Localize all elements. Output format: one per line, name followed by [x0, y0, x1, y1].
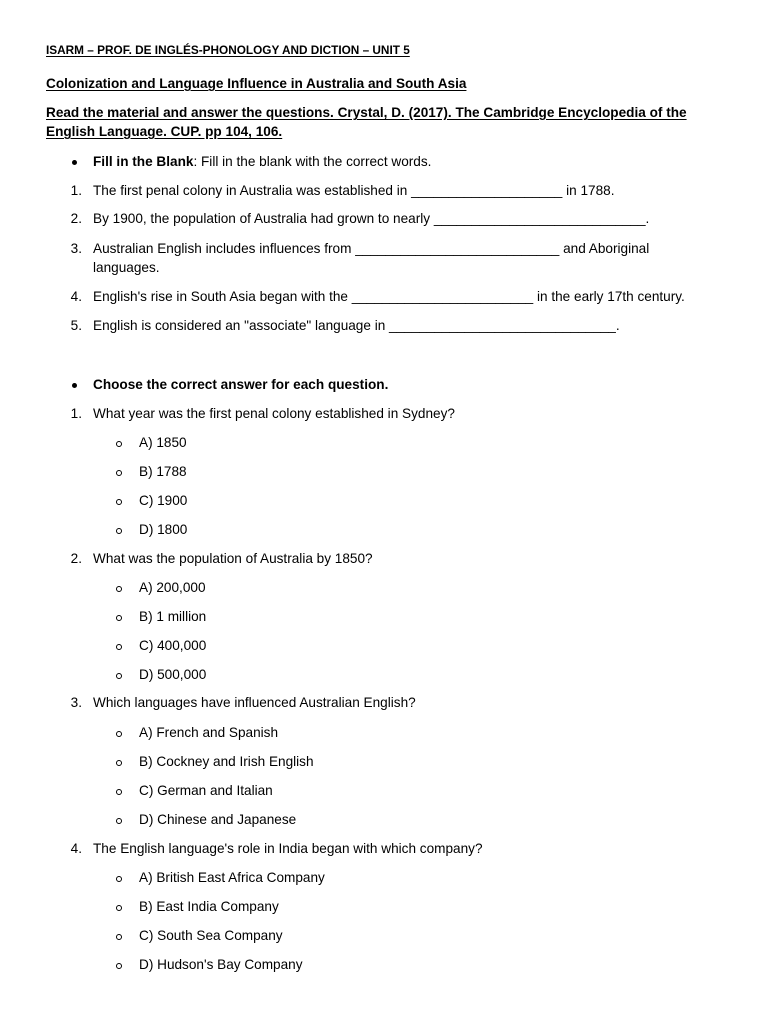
question-text: What year was the first penal colony established in Sydney?	[93, 406, 455, 421]
fill-item-text: Australian English includes influences from ___________________________ and Aboriginal	[93, 241, 650, 256]
page-title: Colonization and Language Influence in Australia and South Asia	[46, 76, 467, 91]
fill-title-rest: : Fill in the blank with the correct words.	[193, 154, 432, 169]
fill-item-number: 5.	[70, 318, 82, 333]
answer-option: D) Hudson's Bay Company	[139, 957, 303, 972]
circle-bullet-icon	[116, 673, 122, 679]
question-number: 2.	[70, 551, 82, 566]
question-text: The English language's role in India began with which company?	[93, 841, 483, 856]
answer-option: D) 1800	[139, 522, 188, 537]
circle-bullet-icon	[116, 528, 122, 534]
question-number: 1.	[70, 406, 82, 421]
circle-bullet-icon	[116, 760, 122, 766]
answer-option: C) South Sea Company	[139, 928, 283, 943]
mc-section-title: Choose the correct answer for each question.	[93, 377, 389, 392]
fill-item-text: By 1900, the population of Australia had grown to nearly ____________________________.	[93, 211, 650, 226]
circle-bullet-icon	[116, 731, 122, 737]
circle-bullet-icon	[116, 644, 122, 650]
bullet-icon	[72, 383, 77, 388]
circle-bullet-icon	[116, 586, 122, 592]
answer-option: B) East India Company	[139, 899, 279, 914]
circle-bullet-icon	[116, 441, 122, 447]
answer-option: A) 200,000	[139, 580, 206, 595]
circle-bullet-icon	[116, 499, 122, 505]
question-number: 3.	[70, 695, 82, 710]
course-header: ISARM – PROF. DE INGLÉS-PHONOLOGY AND DICTION – UNIT 5	[46, 43, 410, 57]
bullet-icon	[72, 160, 77, 165]
question-text: Which languages have influenced Australian English?	[93, 695, 416, 710]
fill-item-text-continued: languages.	[93, 260, 160, 275]
fill-item-text: English's rise in South Asia began with the ________________________ in the early 17th century.	[93, 289, 685, 304]
instructions-line-1: Read the material and answer the questions. Crystal, D. (2017). The Cambridge Encyclopedia of the	[46, 105, 687, 120]
answer-option: A) French and Spanish	[139, 725, 279, 740]
fill-item-text: English is considered an "associate" language in ______________________________.	[93, 318, 620, 333]
circle-bullet-icon	[116, 789, 122, 795]
fill-item-number: 3.	[70, 241, 82, 256]
fill-item-text: The first penal colony in Australia was established in ____________________ in 1788.	[93, 183, 615, 198]
fill-item-number: 2.	[70, 211, 82, 226]
answer-option: B) 1 million	[139, 609, 207, 624]
answer-option: D) Chinese and Japanese	[139, 812, 297, 827]
question-text: What was the population of Australia by 1850?	[93, 551, 373, 566]
fill-item-number: 4.	[70, 289, 82, 304]
answer-option: A) 1850	[139, 435, 187, 450]
answer-option: C) German and Italian	[139, 783, 273, 798]
question-number: 4.	[70, 841, 82, 856]
answer-option: B) 1788	[139, 464, 187, 479]
answer-option: A) British East Africa Company	[139, 870, 325, 885]
circle-bullet-icon	[116, 470, 122, 476]
circle-bullet-icon	[116, 876, 122, 882]
fill-item-number: 1.	[70, 183, 82, 198]
answer-option: D) 500,000	[139, 667, 207, 682]
instructions-line-2: English Language. CUP. pp 104, 106.	[46, 124, 283, 139]
answer-option: C) 400,000	[139, 638, 207, 653]
circle-bullet-icon	[116, 963, 122, 969]
circle-bullet-icon	[116, 905, 122, 911]
circle-bullet-icon	[116, 615, 122, 621]
fill-section-title	[93, 154, 431, 169]
answer-option: B) Cockney and Irish English	[139, 754, 314, 769]
circle-bullet-icon	[116, 934, 122, 940]
fill-title-bold: Fill in the Blank	[93, 154, 194, 169]
circle-bullet-icon	[116, 818, 122, 824]
answer-option: C) 1900	[139, 493, 188, 508]
